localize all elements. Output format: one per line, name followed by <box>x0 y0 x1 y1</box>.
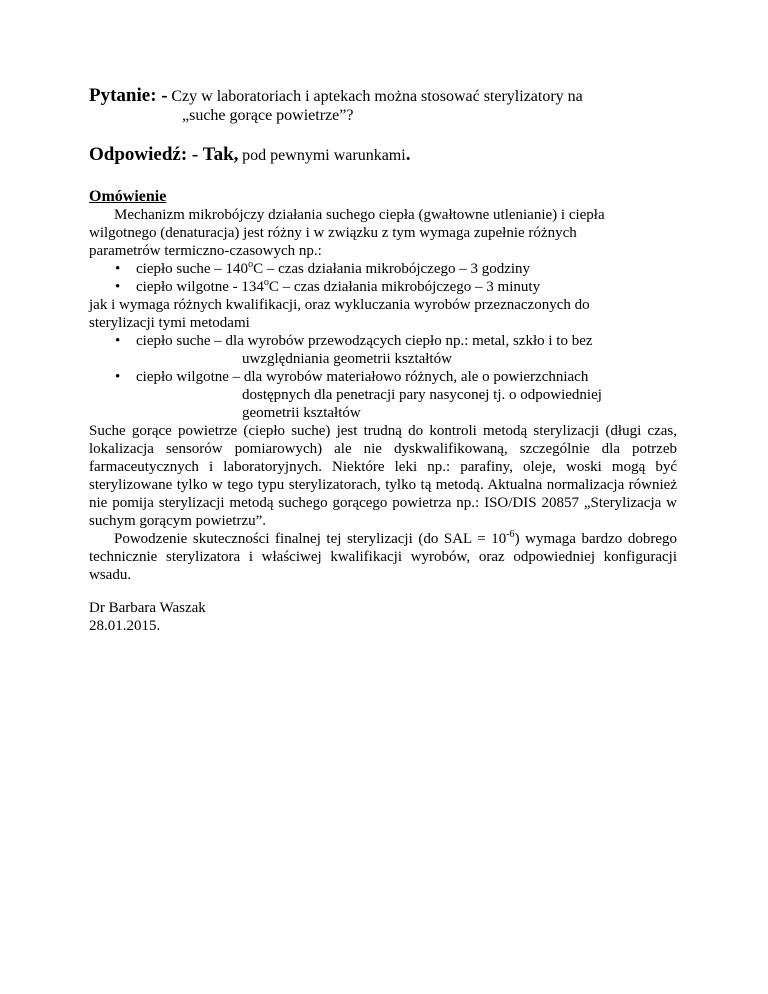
paragraph-success: Powodzenie skuteczności finalnej tej sterylizacji (do SAL = $10^{-6}$) wymaga bardzo dobrego technicznie sterylizatora i właściwej kwalifikacji wyrobów, oraz odpowiedniej konfiguracji wsadu. <box>89 529 677 583</box>
answer-text: pod pewnymi warunkami <box>242 147 406 164</box>
list-item: • ciepło wilgotne - 134$^o$C – czas działania mikrobójczego – 3 minuty <box>115 277 541 295</box>
intro-line: wilgotnego (denaturacja) jest różny i w związku z tym wymaga zupełnie różnych <box>89 225 577 241</box>
section-title: Omówienie <box>89 188 167 205</box>
question-label: Pytanie: - <box>89 85 168 106</box>
question-text-line2: „suche gorące powietrze”? <box>182 107 354 124</box>
intro-line: Mechanizm mikrobójczy działania suchego ciepła (gwałtowne utlenianie) i ciepła <box>114 207 605 223</box>
answer-label: Odpowiedź: - Tak, <box>89 144 239 165</box>
qualification-line: sterylizacji tymi metodami <box>89 315 250 331</box>
question-text-line1: Czy w laboratoriach i aptekach można stosować sterylizatory na <box>171 88 583 105</box>
list-item: • ciepło suche – dla wyrobów przewodzących ciepło np.: metal, szkło i to bez uwzględniania geometrii kształtów <box>115 333 593 367</box>
bullet-icon: • <box>115 333 121 349</box>
bullet-icon: • <box>115 261 121 277</box>
methods-list <box>89 332 677 422</box>
intro-line: parametrów termiczno-czasowych np.: <box>89 243 322 259</box>
bullet-icon: • <box>115 369 121 385</box>
author-name: Dr Barbara Waszak <box>89 600 206 616</box>
discussion-section <box>89 187 677 584</box>
bullet-icon: • <box>115 279 121 295</box>
qualification-line: jak i wymaga różnych kwalifikacji, oraz wykluczania wyrobów przeznaczonych do <box>89 297 590 313</box>
question-block <box>89 87 677 125</box>
answer-period: . <box>405 144 411 165</box>
list-item: • ciepło wilgotne – dla wyrobów materiałowo różnych, ale o powierzchniach dostępnych dla penetracji pary nasyconej tj. o odpowiedniej geometrii kształtów <box>115 369 602 421</box>
answer-block <box>89 146 677 165</box>
signature-block <box>89 599 677 635</box>
paragraph-dry-heat: Suche gorące powietrze (ciepło suche) jest trudną do kontroli metodą sterylizacji (długi czas, lokalizacja sensorów pomiarowych) ale nie dyskwalifikowaną, szczególnie dla potrzeb farmaceutycznych i laboratoryjnych. Niektóre leki np.: parafiny, oleje, woski mogą być sterylizowane tylko w tego typu sterylizatorach, tylko tą metodą. Aktualna normalizacja również nie pomija sterylizacji metodą suchego gorącego powietrza np.: ISO/DIS 20857 „Sterylizacja w suchym gorącym powietrzu”. <box>89 423 677 529</box>
list-item: • ciepło suche – 140$^o$C – czas działania mikrobójczego – 3 godziny <box>115 259 531 277</box>
document-date: 28.01.2015. <box>89 618 161 634</box>
parameters-list <box>89 260 677 296</box>
